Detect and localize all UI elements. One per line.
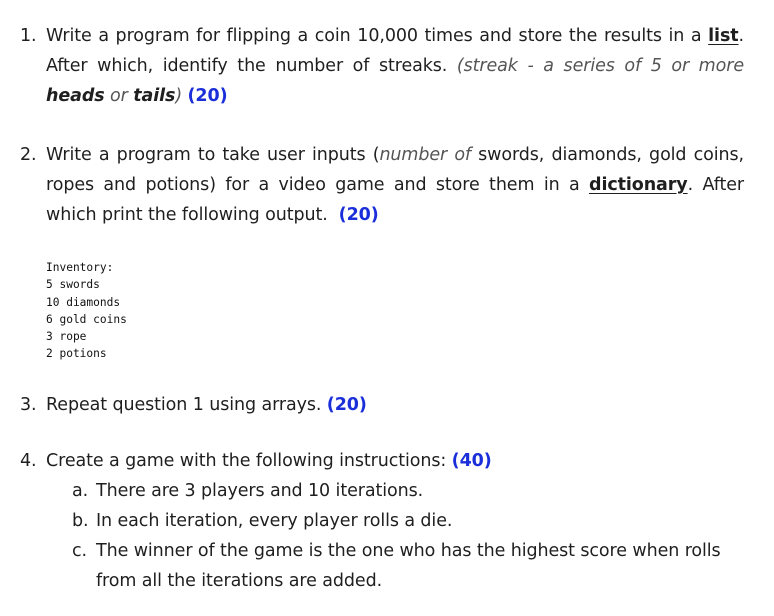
term-dictionary: dictionary bbox=[589, 175, 688, 195]
item-text: In each iteration, every player rolls a die. bbox=[96, 511, 453, 531]
or-word: or bbox=[104, 86, 134, 106]
question-1-marks: (20) bbox=[187, 86, 228, 106]
question-1 bbox=[20, 21, 744, 111]
instruction-item-a bbox=[72, 476, 744, 506]
item-letter: b. bbox=[72, 511, 89, 531]
question-2-marks: (20) bbox=[338, 205, 379, 225]
item-letter: c. bbox=[72, 541, 87, 561]
question-1-text-part: . After which, identify the number of streaks. bbox=[46, 26, 744, 76]
output-line: 5 swords bbox=[46, 278, 100, 292]
output-line: Inventory: bbox=[46, 261, 114, 274]
question-2-text-part: . After which print the following output. bbox=[46, 175, 744, 225]
inventory-output bbox=[46, 259, 127, 363]
question-1-text bbox=[46, 21, 744, 111]
item-text: The winner of the game is the one who has the highest score when rolls from all the iterations are added. bbox=[96, 541, 721, 591]
question-3 bbox=[20, 390, 744, 420]
tails-term: tails bbox=[133, 86, 176, 106]
number-of-note: number of bbox=[379, 145, 471, 165]
term-list: list bbox=[708, 26, 739, 46]
heads-term: heads bbox=[46, 86, 105, 106]
question-1-number: 1. bbox=[20, 26, 37, 46]
instruction-item-b bbox=[72, 506, 744, 536]
question-2-number: 2. bbox=[20, 145, 37, 165]
question-3-text-part: Repeat question 1 using arrays. bbox=[46, 395, 322, 415]
question-3-number: 3. bbox=[20, 395, 37, 415]
output-line: 6 gold coins bbox=[46, 312, 127, 326]
output-line: 2 potions bbox=[46, 347, 107, 361]
instruction-item-c bbox=[72, 536, 744, 596]
question-4-text-part: Create a game with the following instructions: bbox=[46, 451, 447, 471]
question-4 bbox=[20, 446, 744, 596]
output-line: 10 diamonds bbox=[46, 295, 121, 309]
streak-note-close: ) bbox=[175, 86, 183, 106]
question-2-text-part: swords, diamonds, gold coins, ropes and potions) for a video game and store them in a bbox=[46, 145, 744, 195]
question-4-text bbox=[46, 446, 744, 476]
question-1-text-part: Write a program for flipping a coin 10,000 times and store the results in a bbox=[46, 26, 709, 46]
streak-note: (streak - a series of 5 or more bbox=[456, 56, 745, 76]
question-3-marks: (20) bbox=[326, 395, 367, 415]
question-2-text-part: Write a program to take user inputs ( bbox=[46, 145, 380, 165]
item-letter: a. bbox=[72, 481, 89, 501]
question-3-text bbox=[46, 390, 744, 420]
question-2-text bbox=[46, 140, 744, 230]
item-text: There are 3 players and 10 iterations. bbox=[96, 481, 424, 501]
output-line: 3 rope bbox=[46, 330, 87, 344]
question-4-number: 4. bbox=[20, 451, 37, 471]
question-4-marks: (40) bbox=[451, 451, 492, 471]
question-2 bbox=[20, 140, 744, 230]
